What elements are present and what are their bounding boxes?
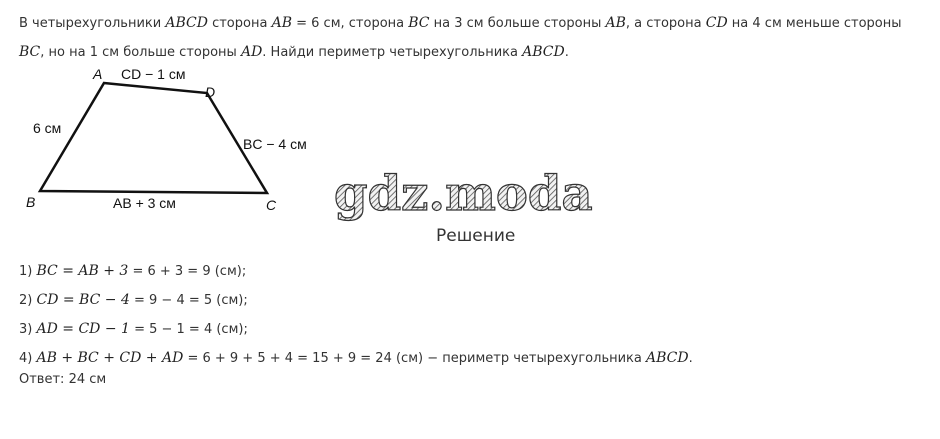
step-formula: AD = CD − 1	[36, 321, 130, 337]
solution-step	[19, 257, 693, 286]
vertex-d-label: D	[205, 84, 216, 100]
step-formula: BC = AB + 3	[36, 263, 129, 279]
step-number: 4)	[19, 351, 37, 366]
solution-steps	[19, 257, 693, 373]
side-bc-bottom-label: AB + 3 см	[113, 195, 176, 211]
math-bc: BC	[19, 44, 41, 60]
quadrilateral-shape	[40, 83, 267, 193]
step-formula: AB + BC + CD + AD	[36, 350, 184, 366]
vertex-a-label: A	[93, 66, 103, 82]
step-number: 3)	[19, 322, 37, 337]
math-bc: BC	[408, 15, 430, 31]
problem-text-part: на 3 см больше стороны	[429, 16, 606, 31]
problem-text-part: .	[564, 45, 569, 60]
side-bc-label: BC − 4 см	[243, 136, 307, 152]
problem-text-part: на 4 см меньше стороны	[727, 16, 902, 31]
step-result: = 5 − 1 = 4 (см);	[129, 322, 248, 337]
watermark-logo	[330, 160, 620, 230]
step-result: = 6 + 3 = 9 (см);	[128, 264, 247, 279]
quadrilateral-figure	[20, 62, 340, 222]
solution-step	[19, 315, 693, 344]
problem-text-part: , но на 1 см больше стороны	[40, 45, 241, 60]
step-number: 2)	[19, 293, 37, 308]
step-result: = 6 + 9 + 5 + 4 = 15 + 9 = 24 (см) − периметр четырехугольника	[183, 351, 647, 366]
step-result: = 9 − 4 = 5 (см);	[129, 293, 248, 308]
step-end: .	[688, 351, 693, 366]
solution-step	[19, 286, 693, 315]
vertex-b-label: B	[26, 194, 36, 210]
problem-text-part: сторона	[207, 16, 272, 31]
math-abcd: ABCD	[165, 15, 208, 31]
problem-text	[19, 9, 929, 67]
math-ab: AB	[271, 15, 292, 31]
problem-text-part: = 6 см, сторона	[291, 16, 409, 31]
answer-label: Ответ:	[19, 372, 69, 387]
answer-value: 24 см	[68, 372, 107, 387]
problem-text-part: В четырехугольники	[19, 16, 166, 31]
math-abcd: ABCD	[522, 44, 565, 60]
answer	[19, 372, 106, 387]
math-ad: AD	[240, 44, 263, 60]
solution-step	[19, 344, 693, 373]
step-tail: ABCD	[646, 350, 689, 366]
math-ab: AB	[605, 15, 626, 31]
step-formula: CD = BC − 4	[36, 292, 130, 308]
math-cd: CD	[705, 15, 728, 31]
vertex-c-label: C	[266, 197, 277, 213]
problem-text-part: , а сторона	[625, 16, 706, 31]
problem-text-part: . Найди периметр четырехугольника	[262, 45, 523, 60]
watermark-text: gdz.moda	[334, 166, 593, 222]
solution-title: Решение	[436, 226, 516, 246]
step-number: 1)	[19, 264, 37, 279]
side-cd-label: CD − 1 см	[121, 66, 186, 82]
side-ab-label: 6 см	[33, 120, 62, 136]
